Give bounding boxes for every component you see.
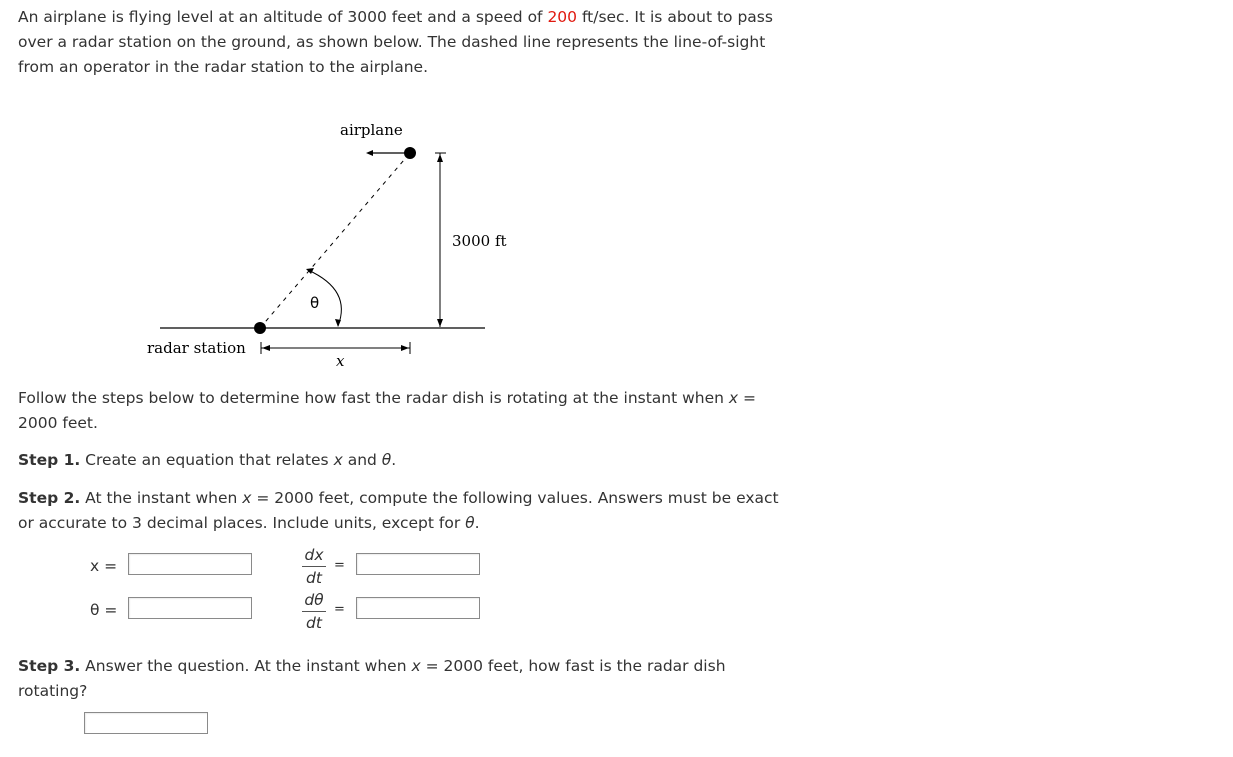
dx-dt-fraction	[300, 546, 328, 587]
angle-label: θ	[310, 294, 320, 312]
dx-fraction-bar	[302, 566, 326, 567]
follow-var-x: x	[728, 389, 739, 407]
step3-title: Step 3.	[18, 657, 81, 675]
line-of-sight	[260, 153, 410, 328]
step1-text-1: Create an equation that relates	[80, 451, 334, 469]
dtheta-equals: =	[334, 602, 345, 617]
dtheta-dt-fraction	[300, 591, 328, 632]
radar-station-dot	[254, 322, 266, 334]
dx-denominator: dt	[306, 569, 322, 587]
step3	[18, 654, 788, 704]
airplane-dot	[404, 147, 416, 159]
step1-title: Step 1.	[18, 451, 81, 469]
dx-numerator: dx	[304, 546, 324, 564]
speed-value: 200	[547, 8, 578, 26]
follow-text-1: Follow the steps below to determine how fast the radar dish is rotating at the instant when	[18, 389, 729, 407]
step2-text-3: .	[474, 514, 480, 532]
altitude-arrow-down	[437, 319, 443, 327]
step3-answer-input[interactable]	[84, 712, 208, 734]
intro-text-2: ft/sec. It is about to pass over a radar station on the ground, as shown below. The dashed line represents the line-of-sight from an operator in the radar station to the airplane.	[18, 8, 773, 76]
dtheta-fraction-bar	[302, 611, 326, 612]
angle-arrow-bottom	[335, 319, 341, 327]
step2-text-1: At the instant when	[80, 489, 243, 507]
dtheta-dt-answer-input[interactable]	[356, 597, 480, 619]
x-dim-arrow-right	[401, 345, 409, 351]
step1-var-theta: θ	[381, 451, 392, 469]
theta-answer-input[interactable]	[128, 597, 252, 619]
x-dim-arrow-left	[262, 345, 270, 351]
dx-dt-answer-input[interactable]	[356, 553, 480, 575]
x-answer-input[interactable]	[128, 553, 252, 575]
dtheta-denominator: dt	[306, 614, 322, 632]
altitude-arrow-up	[437, 154, 443, 162]
step1-text-3: .	[391, 451, 397, 469]
theta-answer-label: θ =	[90, 601, 118, 619]
dtheta-numerator: dθ	[304, 591, 324, 609]
station-label: radar station	[147, 339, 246, 357]
x-answer-label: x =	[90, 557, 118, 575]
follow-text-2: = 2000 feet.	[18, 389, 757, 432]
step3-text-2: = 2000 feet, how fast is the radar dish rotating?	[18, 657, 726, 700]
step2	[18, 486, 788, 536]
step1	[18, 448, 788, 473]
step1-var-x: x	[333, 451, 343, 469]
follow-text	[18, 386, 788, 436]
step3-var-x: x	[411, 657, 421, 675]
step2-var-theta: θ	[465, 514, 475, 532]
step2-title: Step 2.	[18, 489, 81, 507]
step2-var-x: x	[242, 489, 252, 507]
airplane-label: airplane	[340, 121, 403, 139]
intro-text-1: An airplane is flying level at an altitude of 3000 feet and a speed of	[18, 8, 548, 26]
step3-text-1: Answer the question. At the instant when	[80, 657, 412, 675]
step2-text-2: = 2000 feet, compute the following values. Answers must be exact or accurate to 3 decimal places. Include units, except for	[18, 489, 779, 532]
radar-diagram	[140, 110, 520, 375]
step1-text-2: and	[342, 451, 382, 469]
dx-equals: =	[334, 558, 345, 573]
distance-label: x	[336, 352, 345, 370]
altitude-label: 3000 ft	[452, 232, 507, 250]
problem-intro	[18, 5, 788, 80]
airplane-direction-arrowhead	[366, 150, 373, 156]
